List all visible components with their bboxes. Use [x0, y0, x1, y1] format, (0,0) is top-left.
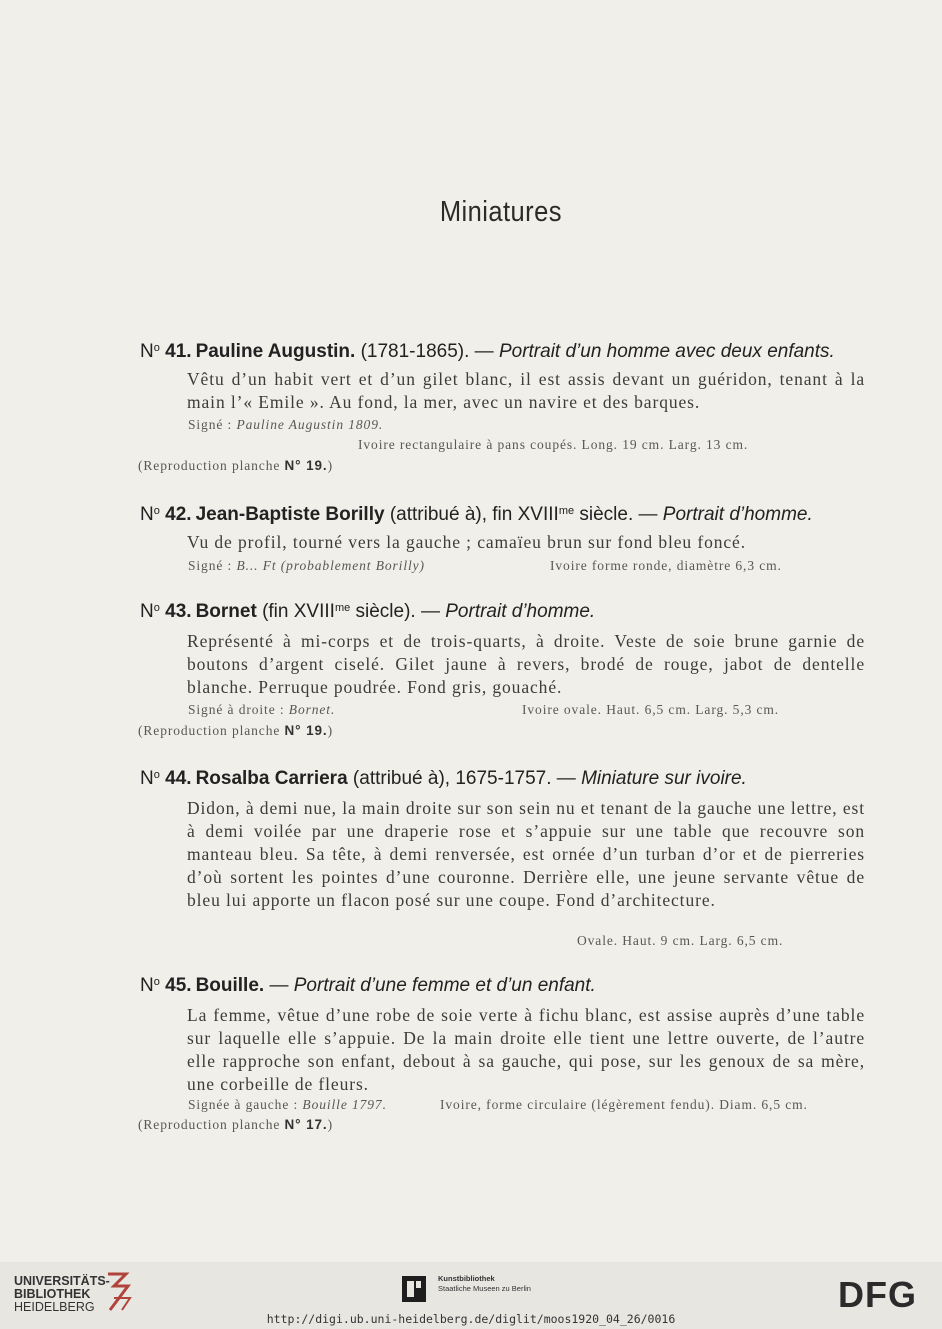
artist-name: Bouille. [195, 975, 265, 996]
artist-name: Pauline Augustin. [195, 341, 356, 362]
reproduction-ref: (Reproduction planche N° 17.) [138, 1117, 333, 1132]
signature-line: Signée à gauche : Bouille 1797. [188, 1097, 387, 1112]
ub-heidelberg-logo[interactable]: UNIVERSITÄTS- BIBLIOTHEK HEIDELBERG [14, 1274, 110, 1314]
work-title: Portrait d’un homme avec deux enfants. [498, 341, 835, 362]
signature-line: Signé : B... Ft (probablement Borilly) [188, 558, 425, 573]
artist-name: Rosalba Carriera [195, 768, 348, 789]
entry-description: Vu de profil, tourné vers la gauche ; camaïeu brun sur fond bleu foncé. [187, 532, 746, 552]
artist-name: Bornet [195, 601, 257, 622]
reproduction-ref: (Reproduction planche N° 19.) [138, 458, 333, 473]
artist-name: Jean-Baptiste Borilly [195, 504, 385, 525]
reproduction-ref: (Reproduction planche N° 19.) [138, 723, 333, 738]
kunstbibliothek-icon [402, 1276, 426, 1302]
signature-line: Signé à droite : Bornet. [188, 702, 336, 717]
medium-dimensions: Ivoire ovale. Haut. 6,5 cm. Larg. 5,3 cm. [522, 702, 780, 717]
dfg-logo[interactable]: DFG [838, 1274, 917, 1315]
ub-emblem-icon [100, 1270, 134, 1314]
work-title: Miniature sur ivoire. [581, 768, 747, 789]
digitization-footer: UNIVERSITÄTS- BIBLIOTHEK HEIDELBERG Kunstbibliothek Staatliche Museen zu Berlin DFG http://digi.ub.uni-heidelberg.de/diglit/moos1920_04_26/0016 [0, 1262, 942, 1329]
entry-heading: $N^o$ 45. Bouille. — Portrait d’une femme et d’un enfant. [140, 975, 596, 996]
work-title: Portrait d’homme. [662, 504, 813, 525]
work-title: Portrait d’homme. [445, 601, 596, 622]
medium-dimensions: Ovale. Haut. 9 cm. Larg. 6,5 cm. [577, 933, 784, 948]
medium-dimensions: Ivoire rectangulaire à pans coupés. Long. 19 cm. Larg. 13 cm. [358, 437, 749, 452]
signature-line: Signé : Pauline Augustin 1809. [188, 417, 384, 432]
entry-description: Vêtu d’un habit vert et d’un gilet blanc, il est assis devant un guéridon, tenant à la main l’« Emile ». Au fond, la mer, avec un navire et des barques. [187, 369, 865, 412]
medium-dimensions: Ivoire forme ronde, diamètre 6,3 cm. [550, 558, 782, 573]
medium-dimensions: Ivoire, forme circulaire (légèrement fendu). Diam. 6,5 cm. [440, 1097, 808, 1112]
entry-description: La femme, vêtue d’une robe de soie verte à fichu blanc, est assise auprès d’une table sur laquelle elle s’appuie. De la main droite elle tient une lettre ouverte, de l’autre elle rapproche son enfant, debout à sa gauche, qui pose, sur les genoux de sa mère, une corbeille de fleurs. [187, 1005, 865, 1094]
entry-heading: $N^o$ 43. Bornet (fin $XVIII^{me}$ siècle). — Portrait d’homme. [140, 601, 596, 622]
entry-heading: $N^o$ 41. Pauline Augustin. (1781-1865). — Portrait d’un homme avec deux enfants. [140, 341, 835, 362]
entry-description: Didon, à demi nue, la main droite sur son sein nu et tenant de la gauche une lettre, est à demi voilée par une draperie rose et s’appuie sur une table que recouvre son manteau bleu. Sa tête, à demi renversée, est ornée d’un turban d’or et de pierreries d’où sortent les pointes d’une couronne. Derrière elle, une jeune servante vêtue de bleu lui apporte un flacon posé sur une coupe. Fond d’architecture. [187, 798, 865, 910]
permalink-url[interactable]: http://digi.ub.uni-heidelberg.de/diglit/moos1920_04_26/0016 [266, 1312, 676, 1326]
entry-heading: $N^o$ 42. Jean-Baptiste Borilly (attribué à), fin $XVIII^{me}$ siècle. — Portrait d’homme. [140, 504, 813, 525]
work-title: Portrait d’une femme et d’un enfant. [293, 975, 596, 996]
entry-description: Représenté à mi-corps et de trois-quarts, à droite. Veste de soie brune garnie de boutons d’argent ciselé. Gilet jaune à revers, brodé de rouge, jabot de dentelle blanche. Perruque poudrée. Fond gris, gouaché. [187, 631, 865, 697]
entry-heading: $N^o$ 44. Rosalba Carriera (attribué à), 1675-1757. — Miniature sur ivoire. [140, 768, 747, 789]
page-title: Miniatures [439, 196, 562, 228]
